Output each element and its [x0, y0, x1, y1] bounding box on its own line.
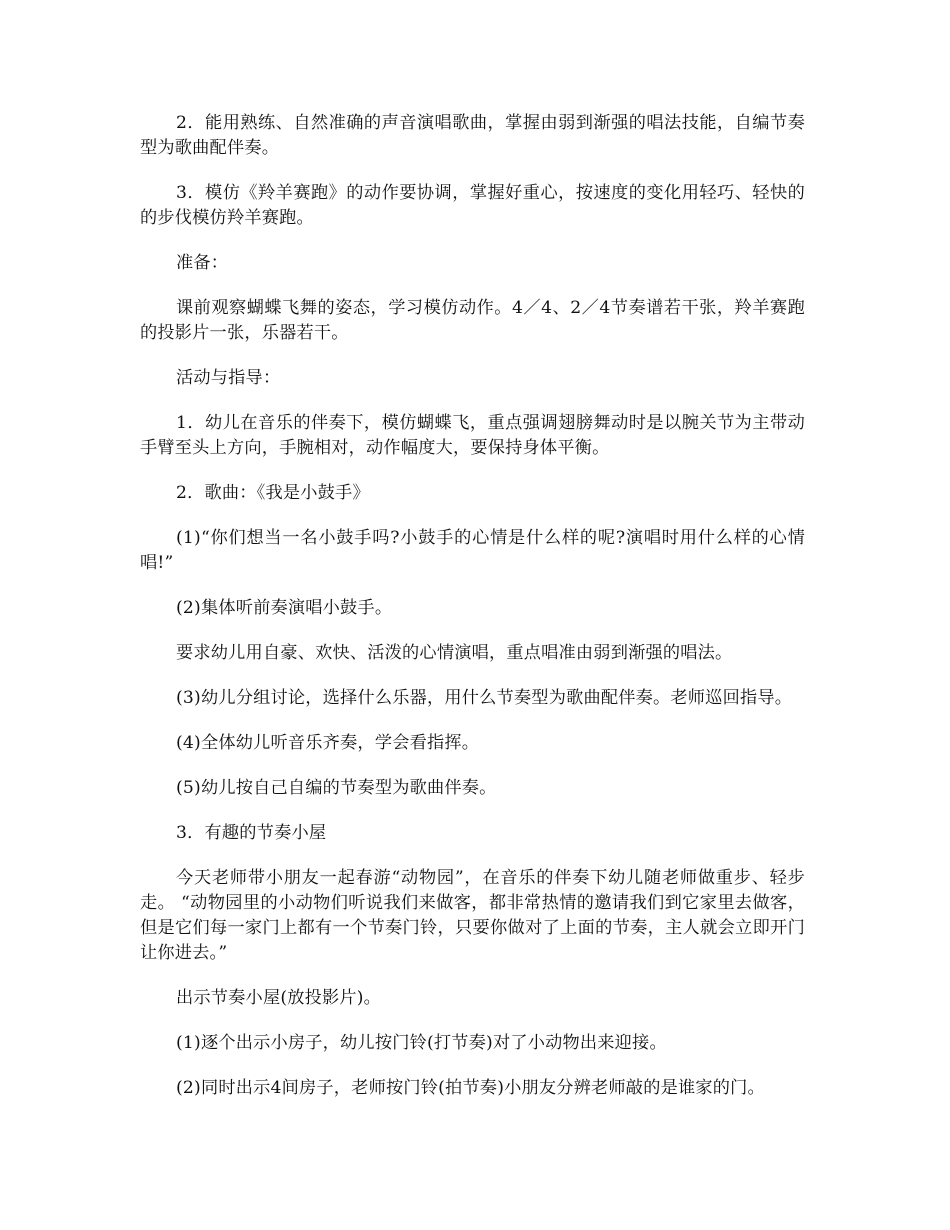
paragraph-house-step-1: (1)逐个出示小房子，幼儿按门铃(打节奏)对了小动物出来迎接。	[176, 1033, 667, 1053]
paragraph-step-5: (5)幼儿按自己自编的节奏型为歌曲伴奏。	[176, 778, 497, 798]
paragraph-step-3: (3)幼儿分组讨论，选择什么乐器，用什么节奏型为歌曲配伴奏。老师巡回指导。	[176, 688, 793, 708]
paragraph-objective-3: 3．模仿《羚羊赛跑》的动作要协调，掌握好重心，按速度的变化用轻巧、轻快的的步伐模仿羚羊赛跑。	[140, 183, 805, 228]
paragraph-step-4: (4)全体幼儿听音乐齐奏，学会看指挥。	[176, 733, 480, 753]
paragraph-objective-2: 2．能用熟练、自然准确的声音演唱歌曲，掌握由弱到渐强的唱法技能，自编节奏型为歌曲配伴奏。	[140, 113, 805, 158]
heading-preparation: 准备：	[176, 253, 229, 273]
document-body	[140, 111, 805, 1121]
paragraph-house-step-2: (2)同时出示4间房子，老师按门铃(拍节奏)小朋友分辨老师敲的是谁家的门。	[176, 1078, 765, 1098]
paragraph-zoo-story: 今天老师带小朋友一起春游“动物园”，在音乐的伴奏下幼儿随老师做重步、轻步走。 “动物园里的小动物们听说我们来做客，都非常热情的邀请我们到它家里去做客，但是它们每一家门上都有一个节奏门铃，只要你做对了上面的节奏，主人就会立即开门让你进去。”	[140, 868, 805, 963]
paragraph-preparation: 课前观察蝴蝶飞舞的姿态，学习模仿动作。4／4、2／4节奏谱若干张，羚羊赛跑的投影片一张，乐器若干。	[140, 298, 805, 343]
paragraph-requirement: 要求幼儿用自豪、欢快、活泼的心情演唱，重点唱准由弱到渐强的唱法。	[176, 643, 733, 663]
paragraph-step-1: (1)“你们想当一名小鼓手吗?小鼓手的心情是什么样的呢?演唱时用什么样的心情唱!”	[140, 528, 805, 573]
paragraph-show-house: 出示节奏小屋(放投影片)。	[176, 988, 382, 1008]
paragraph-activity-2-title: 2．歌曲：《我是小鼓手》	[176, 483, 370, 503]
paragraph-step-2: (2)集体听前奏演唱小鼓手。	[176, 598, 393, 618]
heading-activities: 活动与指导：	[176, 368, 281, 388]
paragraph-activity-3-title: 3．有趣的节奏小屋	[176, 823, 327, 843]
paragraph-activity-1: 1．幼儿在音乐的伴奏下，模仿蝴蝶飞，重点强调翅膀舞动时是以腕关节为主带动手臂至头上方向，手腕相对，动作幅度大，要保持身体平衡。	[140, 413, 805, 458]
